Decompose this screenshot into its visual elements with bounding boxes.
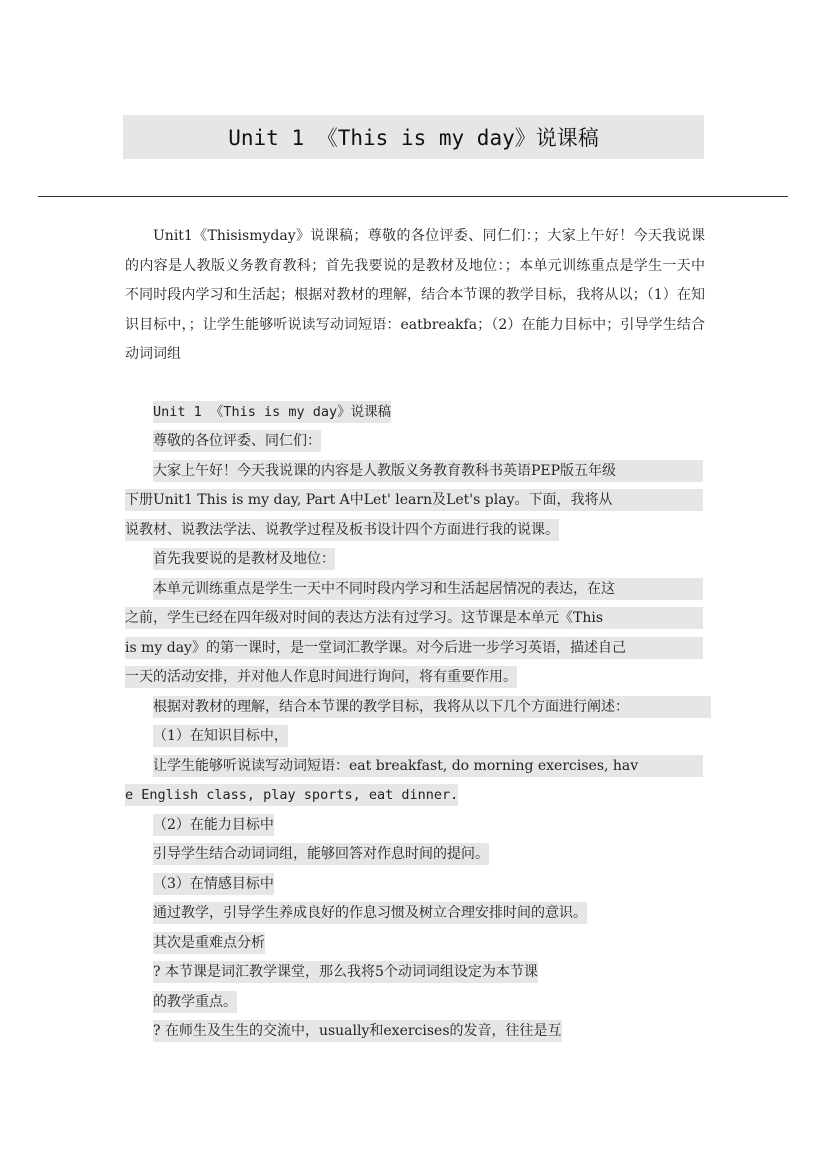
body-line: 引导学生结合动词词组，能够回答对作息时间的提问。 bbox=[153, 843, 489, 865]
body-line: 尊敬的各位评委、同仁们： bbox=[153, 430, 321, 452]
body-line: 首先我要说的是教材及地位： bbox=[153, 548, 335, 570]
body-line: Unit 1 《This is my day》说课稿 bbox=[153, 401, 391, 423]
body-line: 本单元训练重点是学生一天中不同时段内学习和生活起居情况的表达，在这 bbox=[153, 578, 703, 600]
body-line: （1）在知识目标中， bbox=[153, 725, 288, 747]
summary-paragraph: Unit1《Thisismyday》说课稿；尊敬的各位评委、同仁们：；大家上午好！今天我说课的内容是人教版义务教育教科；首先我要说的是教材及地位：；本单元训练重点是学生一天中不同时段内学习和生活起；根据对教材的理解，结合本节课的教学目标，我将从以；（1）在知识目标中，；让学生能够听说读写动词短语：eatbreakfa；（2）在能力目标中；引导学生结合动词词组 bbox=[125, 228, 705, 362]
body-line: 通过教学，引导学生养成良好的作息习惯及树立合理安排时间的意识。 bbox=[153, 902, 587, 924]
body-line: （2）在能力目标中 bbox=[153, 814, 274, 836]
body-line: 大家上午好！今天我说课的内容是人教版义务教育教科书英语PEP版五年级 bbox=[153, 460, 703, 482]
horizontal-divider bbox=[38, 196, 788, 197]
body-line: 根据对教材的理解，结合本节课的教学目标，我将从以下几个方面进行阐述： bbox=[153, 696, 711, 718]
body-line: 之前，学生已经在四年级对时间的表达方法有过学习。这节课是本单元《This bbox=[125, 607, 703, 629]
body-line: （3）在情感目标中 bbox=[153, 873, 274, 895]
body-line: 说教材、说教法学法、说教学过程及板书设计四个方面进行我的说课。 bbox=[125, 519, 559, 541]
document-title: Unit 1 《This is my day》说课稿 bbox=[228, 126, 599, 150]
body-line: 下册Unit1 This is my day, Part A中Let' learn及Let's play。下面，我将从 bbox=[125, 489, 703, 511]
body-line: e English class, play sports, eat dinner. bbox=[125, 784, 458, 806]
body-line: is my day》的第一课时，是一堂词汇教学课。对今后进一步学习英语，描述自己 bbox=[125, 637, 703, 659]
body-line: 其次是重难点分析 bbox=[153, 932, 265, 954]
document-title-banner bbox=[123, 115, 704, 159]
body-line: 让学生能够听说读写动词短语：eat breakfast, do morning exercises, hav bbox=[153, 755, 703, 777]
body-line: ? 本节课是词汇教学课堂，那么我将5个动词词组设定为本节课 bbox=[153, 961, 538, 983]
body-line: ? 在师生及生生的交流中，usually和exercises的发音，往往是互 bbox=[153, 1020, 562, 1042]
body-line: 一天的活动安排，并对他人作息时间进行询问，将有重要作用。 bbox=[125, 666, 517, 688]
body-line: 的教学重点。 bbox=[153, 991, 237, 1013]
